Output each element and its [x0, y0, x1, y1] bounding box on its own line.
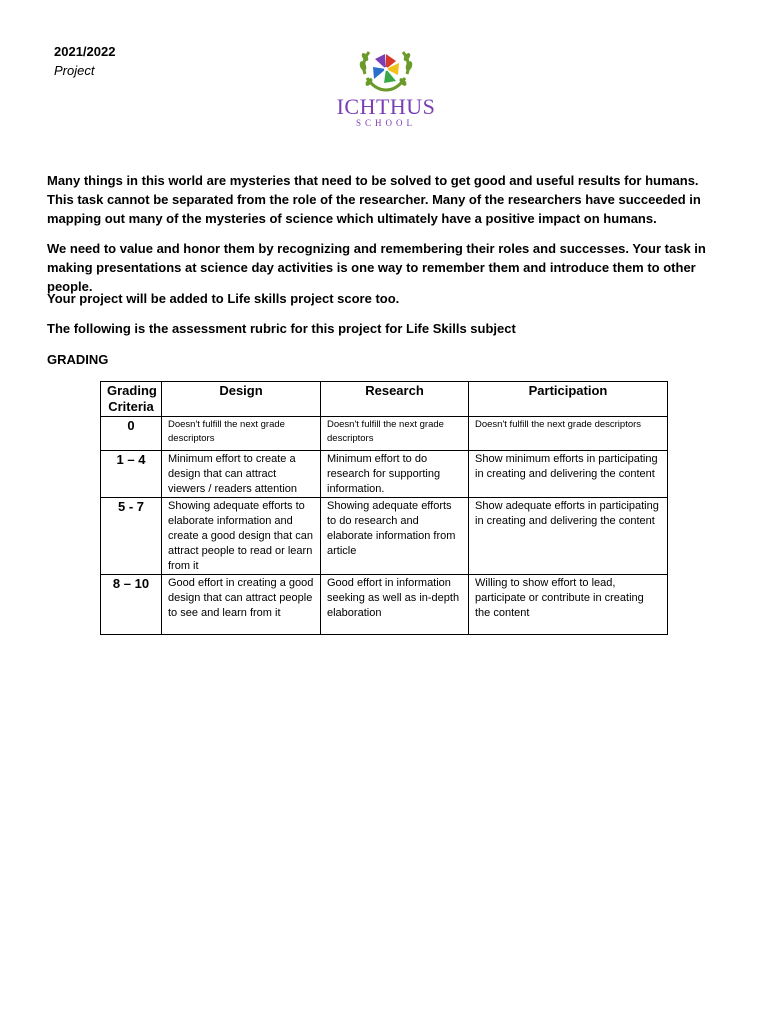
participation-cell: Doesn't fulfill the next grade descriptors — [469, 417, 668, 451]
grade-cell: 0 — [101, 417, 162, 451]
score-paragraph: Your project will be added to Life skills project score too. — [47, 291, 400, 306]
grade-cell: 8 – 10 — [101, 575, 162, 635]
logo-subtitle: SCHOOL — [355, 118, 416, 128]
intro-paragraph: Many things in this world are mysteries that need to be solved to get good and useful results for humans. This task cannot be separated from the role of the researcher. Many of the researchers have succeeded in mapping out many of the mysteries of science which ultimately have a positive impact on humans. — [47, 173, 701, 226]
document-type: Project — [54, 63, 95, 78]
participation-cell: Willing to show effort to lead, participate or contribute in creating the content — [469, 575, 668, 635]
grading-heading: GRADING — [47, 352, 109, 367]
logo-emblem-icon — [355, 44, 417, 94]
table-row — [101, 417, 668, 451]
research-cell: Minimum effort to do research for supporting information. — [321, 451, 469, 498]
table-row — [101, 498, 668, 575]
research-cell: Good effort in information seeking as well as in-depth elaboration — [321, 575, 469, 635]
table-row — [101, 575, 668, 635]
design-cell: Doesn't fulfill the next grade descriptors — [162, 417, 321, 451]
research-cell: Doesn't fulfill the next grade descriptors — [321, 417, 469, 451]
school-logo — [336, 44, 436, 134]
participation-cell: Show adequate efforts in participating in creating and delivering the content — [469, 498, 668, 575]
grading-rubric-table — [100, 381, 668, 635]
task-paragraph: We need to value and honor them by recognizing and remembering their roles and successes. Your task in making presentations at science day activities is one way to remember them and introduce them to other people. — [47, 241, 706, 294]
logo-name: ICHTHUS — [336, 94, 436, 119]
header-participation: Participation — [469, 382, 668, 417]
grade-cell: 1 – 4 — [101, 451, 162, 498]
design-cell: Showing adequate efforts to elaborate information and create a good design that can attract people to read or learn from it — [162, 498, 321, 575]
design-cell: Minimum effort to create a design that can attract viewers / readers attention — [162, 451, 321, 498]
table-header-row — [101, 382, 668, 417]
table-row — [101, 451, 668, 498]
participation-cell: Show minimum efforts in participating in creating and delivering the content — [469, 451, 668, 498]
design-cell: Good effort in creating a good design that can attract people to see and learn from it — [162, 575, 321, 635]
school-year: 2021/2022 — [54, 44, 116, 59]
header-design: Design — [162, 382, 321, 417]
rubric-intro-paragraph: The following is the assessment rubric for this project for Life Skills subject — [47, 321, 516, 336]
research-cell: Showing adequate efforts to do research and elaborate information from article — [321, 498, 469, 575]
grade-cell: 5 - 7 — [101, 498, 162, 575]
header-grading-criteria: Grading Criteria — [101, 382, 162, 417]
header-research: Research — [321, 382, 469, 417]
